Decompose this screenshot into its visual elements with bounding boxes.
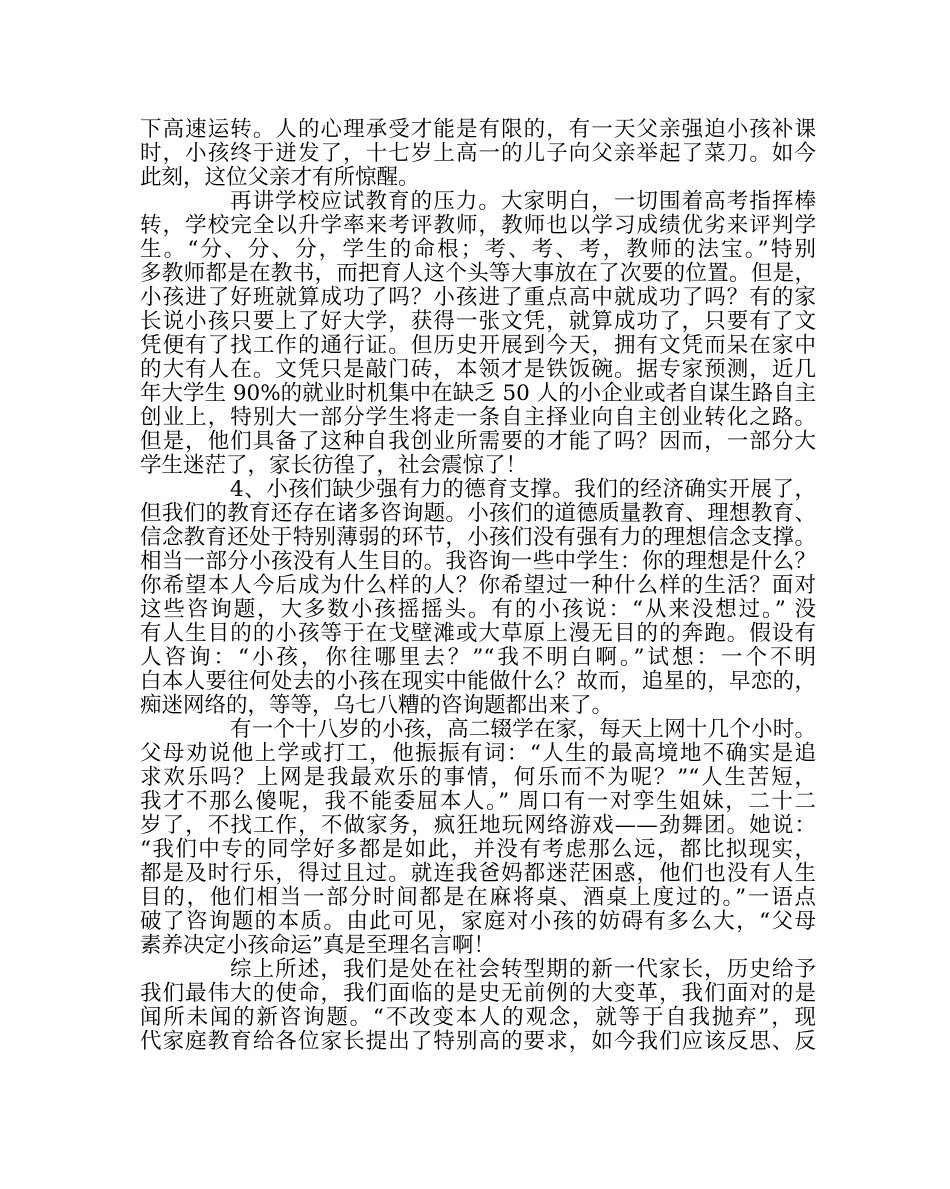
text-line: “我们中专的同学好多都是如此，并没有考虑那么远，都比拟现实，	[140, 837, 816, 862]
text-line: 再讲学校应试教育的压力。大家明白，一切围着高考指挥棒	[230, 189, 816, 214]
text-line: 时，小孩终于迸发了，十七岁上高一的儿子向父亲举起了菜刀。如今	[140, 141, 816, 166]
text-line: 岁了，不找工作，不做家务，疯狂地玩网络游戏——劲舞团。她说：	[140, 813, 816, 838]
text-line: 我才不那么傻呢，我不能委屈本人。” 周口有一对孪生姐妹，二十二	[140, 789, 816, 814]
text-line: 闻所未闻的新咨询题。“不改变本人的观念，就等于自我抛弃”，现	[140, 1005, 816, 1030]
paragraph	[140, 478, 816, 718]
text-line: 代家庭教育给各位家长提出了特别高的要求，如今我们应该反思、反	[140, 1029, 816, 1054]
text-line: 素养决定小孩命运”真是至理名言啊！	[140, 933, 495, 958]
text-line: 相当一部分小孩没有人生目的。我咨询一些中学生：你的理想是什么？	[140, 549, 816, 574]
text-line: 小孩进了好班就算成功了吗？小孩进了重点高中就成功了吗？有的家	[140, 285, 816, 310]
text-line: 长说小孩只要上了好大学，获得一张文凭，就算成功了，只要有了文	[140, 309, 816, 334]
text-line: 我们最伟大的使命，我们面临的是史无前例的大变革，我们面对的是	[140, 981, 816, 1006]
paragraph	[140, 958, 816, 1054]
paragraph	[140, 118, 816, 190]
text-line: 这些咨询题，大多数小孩摇摇头。有的小孩说：“从来没想过。” 没	[140, 597, 816, 622]
text-line: 目的，他们相当一部分时间都是在麻将桌、酒桌上度过的。”一语点	[140, 885, 816, 910]
text-line: 父母劝说他上学或打工，他振振有词：“人生的最高境地不确实是追	[140, 741, 816, 766]
text-line: 你希望本人今后成为什么样的人？你希望过一种什么样的生活？面对	[140, 573, 816, 598]
text-line: 但我们的教育还存在诸多咨询题。小孩们的道德质量教育、理想教育、	[140, 501, 816, 526]
text-line: 求欢乐吗？上网是我最欢乐的事情，何乐而不为呢？”“人生苦短，	[140, 765, 816, 790]
text-line: 有一个十八岁的小孩，高二辍学在家，每天上网十几个小时。	[230, 717, 816, 742]
text-line: 生。“分、分、分，学生的命根；考、考、考，教师的法宝。”特别	[140, 237, 816, 262]
paragraph	[140, 718, 816, 958]
text-line: 综上所述，我们是处在社会转型期的新一代家长，历史给予	[230, 957, 816, 982]
text-line: 学生迷茫了，家长彷徨了，社会震惊了！	[140, 453, 528, 478]
text-line: 有人生目的的小孩等于在戈壁滩或大草原上漫无目的的奔跑。假设有	[140, 621, 816, 646]
text-line: 凭便有了找工作的通行证。但历史开展到今天，拥有文凭而呆在家中	[140, 333, 816, 358]
text-line: 创业上，特别大一部分学生将走一条自主择业向自主创业转化之路。	[140, 405, 816, 430]
text-line: 都是及时行乐，得过且过。就连我爸妈都迷茫困惑，他们也没有人生	[140, 861, 816, 886]
text-line: 此刻，这位父亲才有所惊醒。	[140, 165, 420, 190]
text-line: 人咨询：“小孩，你往哪里去？”“我不明白啊。”试想：一个不明	[140, 645, 816, 670]
text-line: 但是，他们具备了这种自我创业所需要的才能了吗？因而，一部分大	[140, 429, 816, 454]
body-text	[140, 118, 816, 1054]
text-line: 痴迷网络的，等等，乌七八糟的咨询题都出来了。	[140, 693, 614, 718]
text-line: 转，学校完全以升学率来考评教师，教师也以学习成绩优劣来评判学	[140, 213, 816, 238]
paragraph	[140, 190, 816, 478]
text-line: 破了咨询题的本质。由此可见，家庭对小孩的妨碍有多么大，“父母	[140, 909, 816, 934]
text-line: 信念教育还处于特别薄弱的环节，小孩们没有强有力的理想信念支撑。	[140, 525, 816, 550]
text-line: 白本人要往何处去的小孩在现实中能做什么？故而，追星的，早恋的，	[140, 669, 816, 694]
text-line: 多教师都是在教书，而把育人这个头等大事放在了次要的位置。但是，	[140, 261, 816, 286]
text-line: 的大有人在。文凭只是敲门砖，本领才是铁饭碗。据专家预测，近几	[140, 357, 816, 382]
text-line: 4、小孩们缺少强有力的德育支撑。我们的经济确实开展了，	[230, 477, 816, 502]
text-line: 年大学生 90%的就业时机集中在缺乏 50 人的小企业或者自谋生路自主	[140, 381, 817, 406]
text-line: 下高速运转。人的心理承受才能是有限的，有一天父亲强迫小孩补课	[140, 117, 816, 142]
